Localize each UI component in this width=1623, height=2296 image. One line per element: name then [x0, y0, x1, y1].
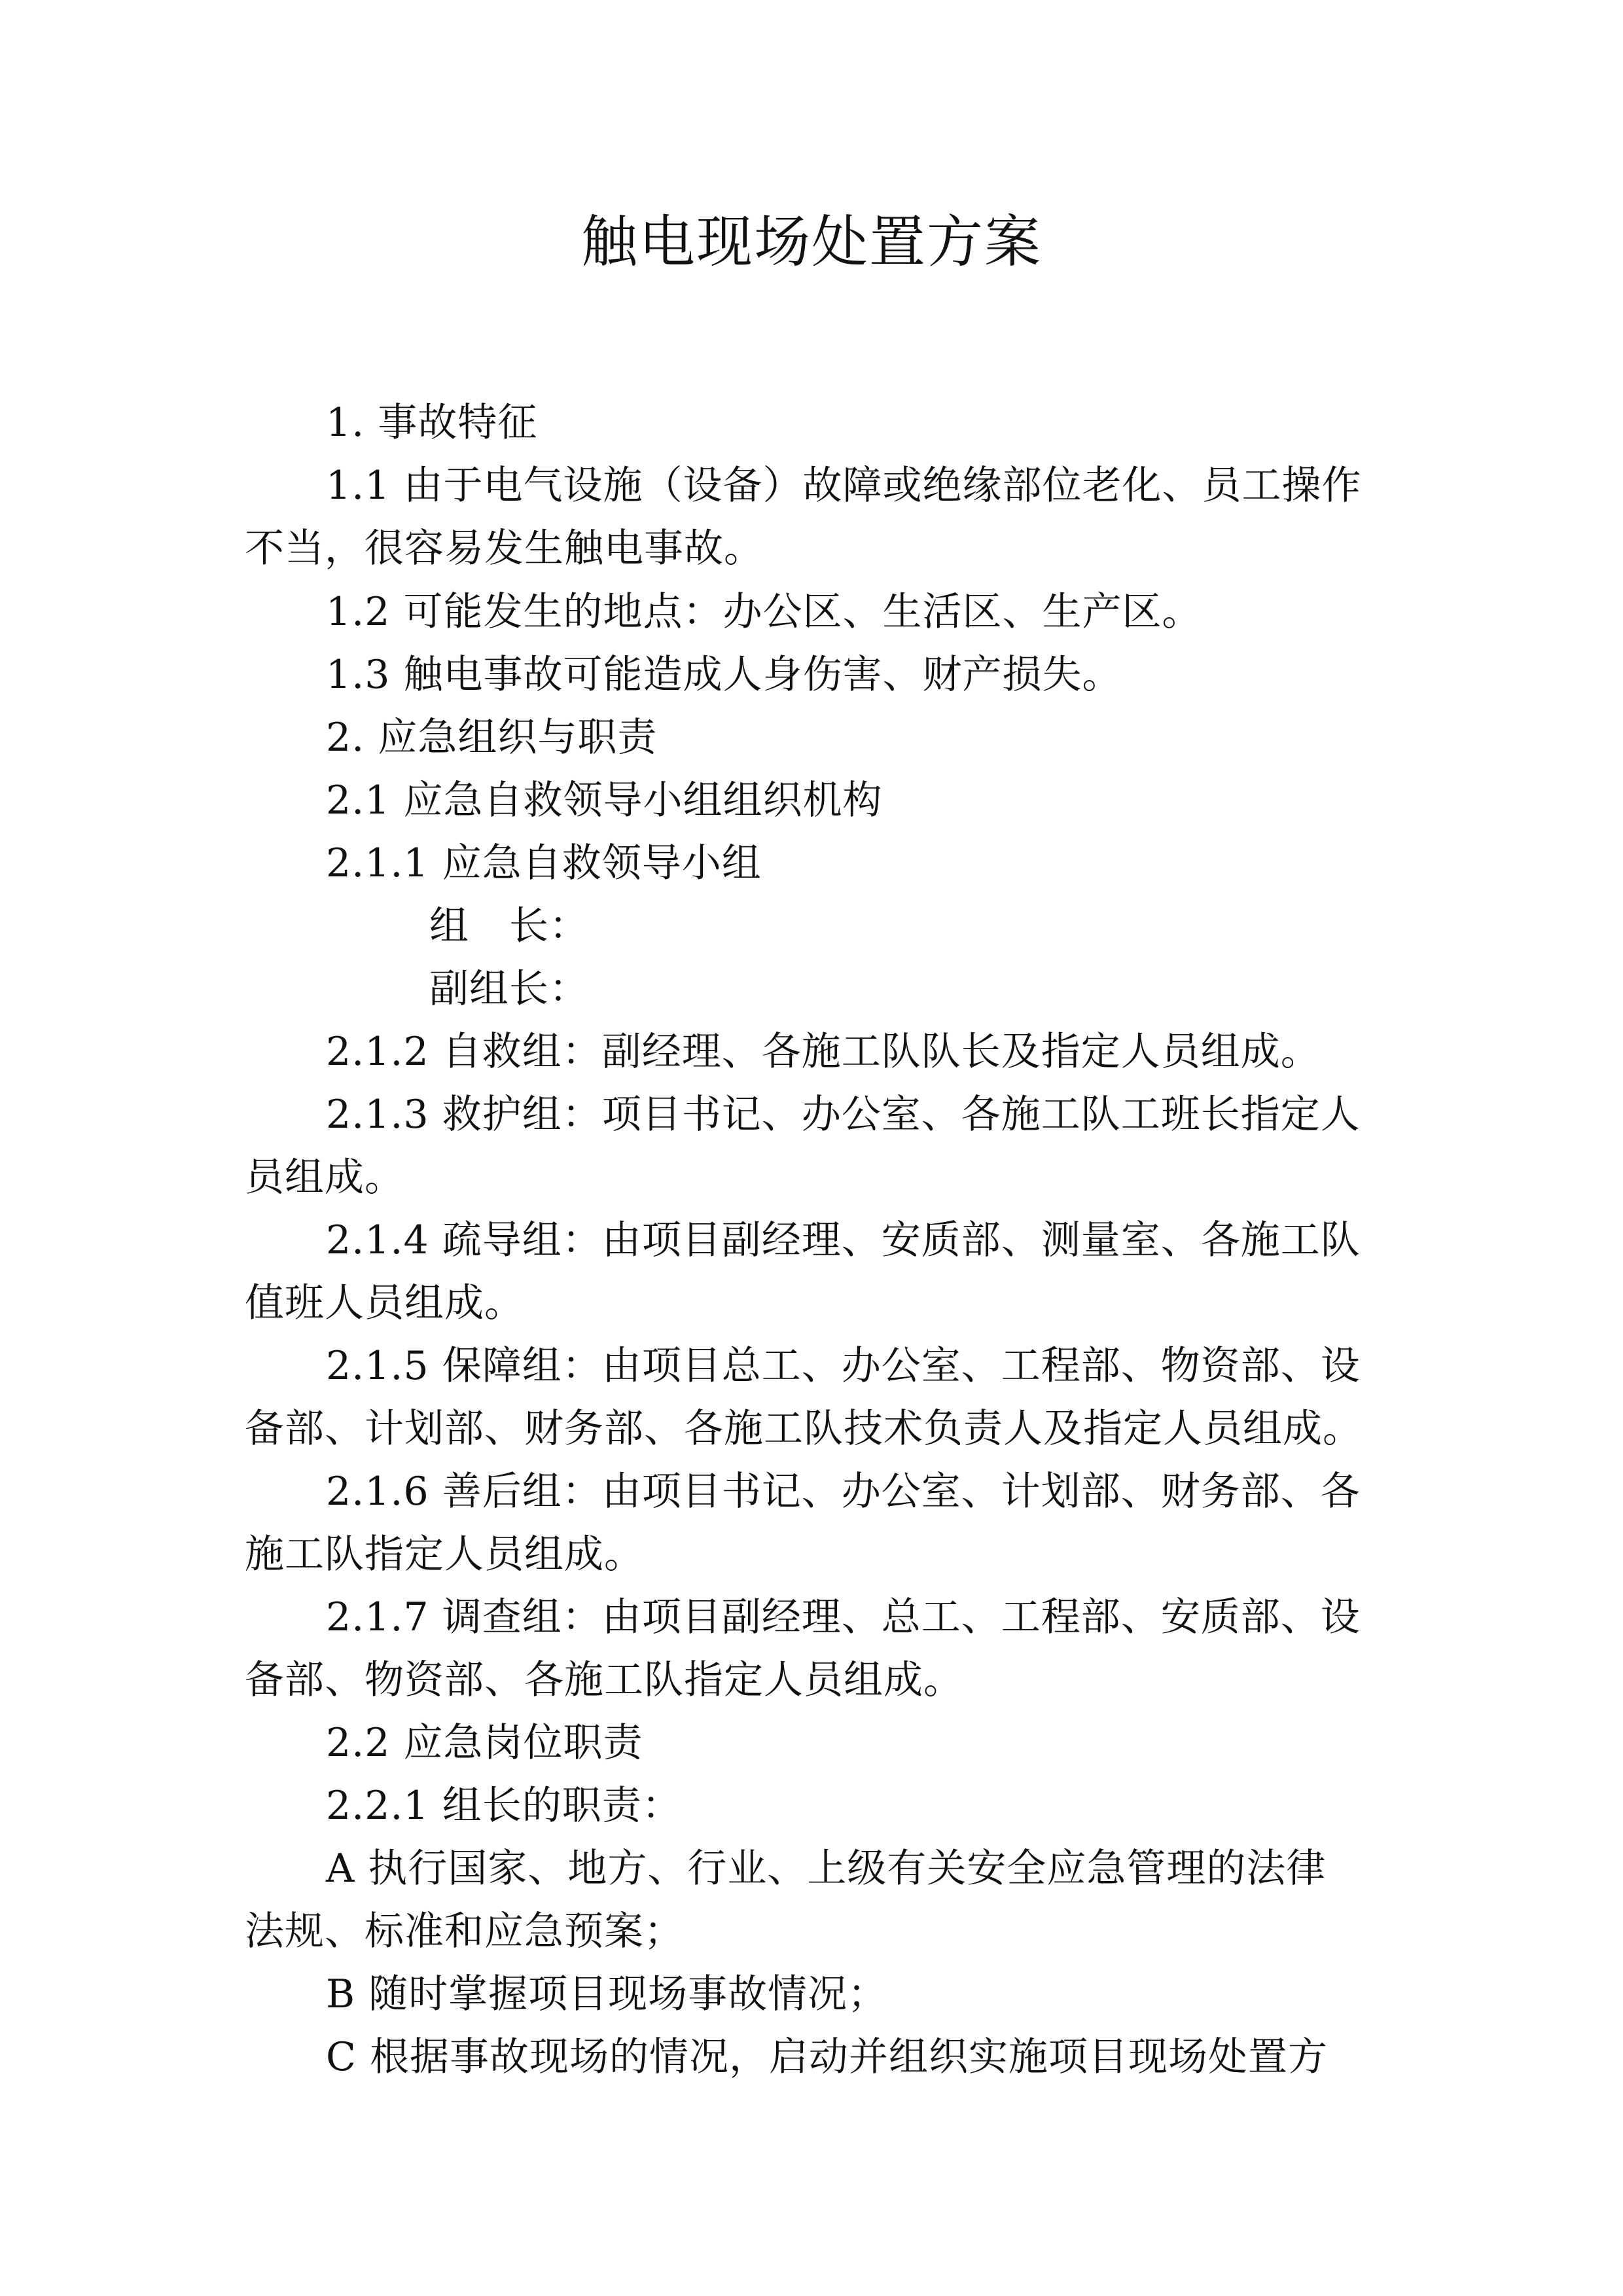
paragraph-2-1-3-line-2: 员组成。	[245, 1155, 404, 1200]
paragraph-2-1-5-line-2: 备部、计划部、财务部、各施工队技术负责人及指定人员组成。	[245, 1406, 1363, 1452]
paragraph-2-1-4-line-2: 值班人员组成。	[245, 1280, 524, 1326]
section-heading-1: 1. 事故特征	[326, 400, 538, 446]
paragraph-2-1-4-line-1: 2.1.4 疏导组：由项目副经理、安质部、测量室、各施工队	[326, 1217, 1361, 1263]
paragraph-1-1-line-1: 1.1 由于电气设施（设备）故障或绝缘部位老化、员工操作	[326, 463, 1362, 509]
duty-item-a-line-1: A 执行国家、地方、行业、上级有关安全应急管理的法律	[326, 1846, 1327, 1892]
paragraph-2-1-3-line-1: 2.1.3 救护组：项目书记、办公室、各施工队工班长指定人	[326, 1092, 1361, 1138]
subsection-heading-2-1: 2.1 应急自救领导小组组织机构	[326, 778, 883, 823]
paragraph-2-1-2: 2.1.2 自救组：副经理、各施工队队长及指定人员组成。	[326, 1029, 1321, 1075]
paragraph-1-3: 1.3 触电事故可能造成人身伤害、财产损失。	[326, 652, 1122, 698]
duty-item-a-line-2: 法规、标准和应急预案；	[245, 1909, 684, 1954]
section-heading-2: 2. 应急组织与职责	[326, 715, 658, 761]
paragraph-2-1-5-line-1: 2.1.5 保障组：由项目总工、办公室、工程部、物资部、设	[326, 1343, 1361, 1389]
subsection-heading-2-1-1: 2.1.1 应急自救领导小组	[326, 840, 762, 886]
duty-item-c-line-1: C 根据事故现场的情况，启动并组织实施项目现场处置方	[326, 2034, 1328, 2080]
paragraph-1-2: 1.2 可能发生的地点：办公区、生活区、生产区。	[326, 589, 1202, 635]
paragraph-2-1-6-line-1: 2.1.6 善后组：由项目书记、办公室、计划部、财务部、各	[326, 1469, 1361, 1515]
paragraph-2-1-6-line-2: 施工队指定人员组成。	[245, 1532, 644, 1577]
paragraph-2-1-7-line-1: 2.1.7 调查组：由项目副经理、总工、工程部、安质部、设	[326, 1594, 1361, 1640]
duty-item-b: B 随时掌握项目现场事故情况；	[326, 1971, 888, 2017]
document-title: 触电现场处置方案	[581, 209, 1042, 275]
subsection-heading-2-2-1: 2.2.1 组长的职责：	[326, 1783, 682, 1829]
deputy-leader-field: 副组长：	[429, 966, 589, 1012]
paragraph-2-1-7-line-2: 备部、物资部、各施工队指定人员组成。	[245, 1657, 963, 1703]
subsection-heading-2-2: 2.2 应急岗位职责	[326, 1720, 643, 1766]
group-leader-field: 组 长：	[429, 903, 589, 949]
paragraph-1-1-line-2: 不当，很容易发生触电事故。	[245, 526, 764, 571]
